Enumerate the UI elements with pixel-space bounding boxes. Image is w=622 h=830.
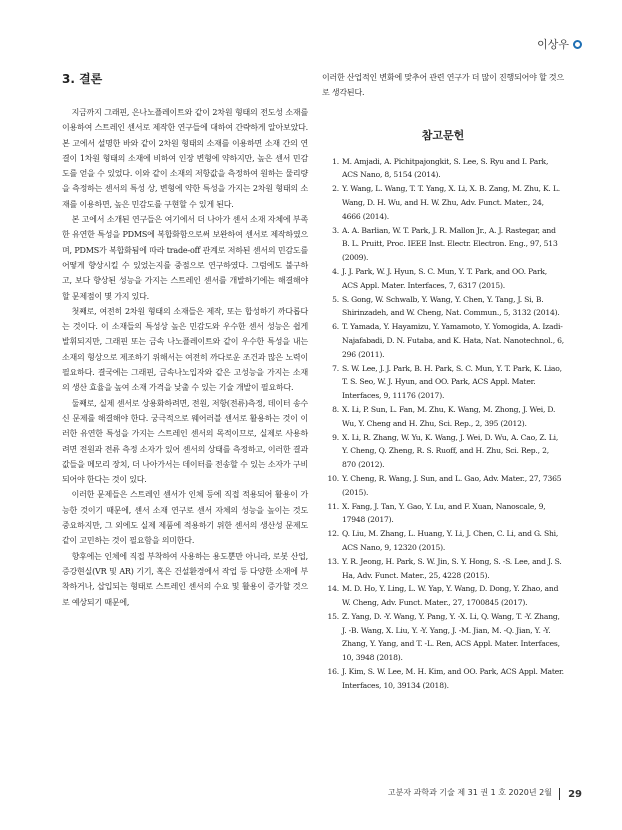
- page-header-author: [537, 36, 582, 52]
- reference-item: [322, 665, 564, 693]
- reference-number: 2.: [332, 184, 339, 194]
- reference-text: S. Gong, W. Schwalb, Y. Wang, Y. Chen, Y. Tang, J. Si, B. Shirinzadeh, and W. Cheng, Nat. Commun., 5, 3132 (2014).: [342, 294, 560, 318]
- author-name: 이상우: [537, 38, 569, 51]
- journal-info: 고분자 과학과 기술 제 31 권 1 호 2020년 2월: [387, 788, 552, 797]
- footer-divider: [559, 788, 560, 800]
- reference-item: [322, 362, 564, 403]
- reference-number: 8.: [332, 404, 339, 414]
- reference-text: Z. Yang, D. -Y. Wang, Y. Pang, Y. -X. Li, Q. Wang, T. -Y. Zhang, J. -B. Wang, X. Liu, Y. -Y. Yang, J. -M. Jian, M. -Q. Jian, Y. -Y. Zhang, Y. Yang, and T. -L. Ren, ACS Appl. Mater. Interfaces, 10, 3948 (2018).: [342, 611, 560, 663]
- paragraph: 향후에는 인체에 직접 부착하여 사용하는 용도뿐만 아니라, 로봇 산업, 증강현실(VR 및 AR) 기기, 혹은 건설환경에서 작업 등 다양한 소재에 부착하거나, 삽입되는 형태로 스트레인 센서의 수요 및 활용이 증가할 것으로 예상되기 때문에,: [62, 551, 308, 607]
- left-column: [62, 70, 308, 610]
- reference-text: Y. R. Jeong, H. Park, S. W. Jin, S. Y. Hong, S. -S. Lee, and J. S. Ha, Adv. Funct. Mater., 25, 4228 (2015).: [342, 556, 562, 580]
- reference-item: [322, 610, 564, 665]
- reference-item: [322, 403, 564, 431]
- reference-number: 13.: [327, 556, 339, 566]
- reference-text: X. Fang, J. Tan, Y. Gao, Y. Lu, and F. Xuan, Nanoscale, 9, 17948 (2017).: [342, 501, 546, 525]
- reference-number: 5.: [332, 294, 339, 304]
- references-title: 참고문헌: [421, 128, 465, 142]
- reference-text: J. J. Park, W. J. Hyun, S. C. Mun, Y. T. Park, and OO. Park, ACS Appl. Mater. Interfaces, 7, 6317 (2015).: [342, 266, 547, 290]
- paragraph: 첫째로, 여전히 2차원 형태의 소재들은 제작, 또는 합성하기 까다롭다는 것이다. 이 소재들의 특성상 높은 민감도와 우수한 센서 성능은 쉽게 발휘되지만, 그래핀 또는 금속 나노플레이트와 같이 우수한 특성을 내는 소재의 형상으로 제조하기 위해서는 여전히 까다로운 조건과 많은 노력이 필요하다. 결국에는 그래핀, 금속나노입자와 같은 고성능을 가지는 소재의 생산 효율을 높여 소재 가격을 낮출 수 있는 기술 개발이 필요하다.: [62, 306, 308, 393]
- reference-item: [322, 155, 564, 183]
- paragraph: 본 고에서 소개된 연구들은 여기에서 더 나아가 센서 소재 자체에 부족한 유연한 특성을 PDMS에 복합화함으로써 보완하여 센서로 제작하였으며, PDMS가 복합화됨에 따라 trade-off 관계로 저하된 센서의 민감도를 어떻게 향상시킬 수 있었는지를 중점으로 연구하였다. 그럼에도 불구하고, 보다 향상된 성능을 가지는 스트레인 센서를 개발하기에는 해결해야할 문제점이 몇 가지 있다.: [62, 215, 308, 301]
- reference-item: [322, 527, 564, 555]
- reference-text: X. Li, P. Sun, L. Fan, M. Zhu, K. Wang, M. Zhong, J. Wei, D. Wu, Y. Cheng and H. Zhu, Sci. Rep., 2, 395 (2012).: [342, 404, 556, 428]
- circle-bullet-icon: [573, 40, 582, 49]
- reference-number: 14.: [327, 584, 339, 594]
- reference-text: A. A. Barlian, W. T. Park, J. R. Mallon Jr., A. J. Rastegar, and B. L. Pruitt, Proc. IEEE Inst. Electr. Electron. Eng., 97, 513 (2009).: [342, 225, 558, 263]
- reference-item: [322, 472, 564, 500]
- reference-number: 10.: [327, 473, 339, 483]
- references-list: [322, 155, 564, 693]
- reference-number: 16.: [327, 667, 339, 677]
- reference-item: [322, 320, 564, 361]
- reference-item: [322, 182, 564, 223]
- reference-item: [322, 293, 564, 321]
- reference-number: 11.: [327, 501, 339, 511]
- reference-number: 15.: [327, 611, 339, 621]
- page-number: 29: [568, 789, 582, 800]
- reference-number: 3.: [332, 225, 339, 235]
- reference-text: X. Li, R. Zhang, W. Yu, K. Wang, J. Wei, D. Wu, A. Cao, Z. Li, Y. Cheng, Q. Zheng, R. S. Ruoff, and H. Zhu, Sci. Rep., 2, 870 (2012).: [342, 432, 559, 470]
- reference-text: M. D. Ho, Y. Ling, L. W. Yap, Y. Wang, D. Dong, Y. Zhao, and W. Cheng, Adv. Funct. Mater., 27, 1700845 (2017).: [342, 584, 559, 608]
- reference-item: [322, 431, 564, 472]
- paragraph: 둘째로, 실제 센서로 상용화하려면, 전원, 저항(전류)측정, 데이터 송수신 문제를 해결해야 한다. 궁극적으로 웨어러블 센서로 활용하는 것이 이러한 유연한 특성을 가지는 스트레인 센서의 목적이므로, 실제로 사용하려면 전원과 전류 측정 소자가 있어 센서의 상태를 측정하고, 이러한 결과 값들을 메모리 장치, 더 나아가서는 데이터를 전송할 수 있는 소자가 구비되어야 한다는 것이 있다.: [62, 398, 308, 485]
- paragraph: 지금까지 그래핀, 은나노플레이트와 같이 2차원 형태의 전도성 소재를 이용하여 스트레인 센서로 제작한 연구들에 대하여 간략하게 알아보았다. 본 고에서 설명한 바와 같이 2차원 형태의 소재를 이용하면 소재 간의 연결이 1차원 형태의 소재에 비하여 인장 변형에 약하지만, 높은 센서 민감도를 얻을 수 있었다. 이와 같이 소재의 저항값을 측정하여 원하는 물리량을 측정하는 센서의 특성 상, 변형에 약한 특성을 가지는 2차원 형태의 소재를 이용하면, 높은 민감도를 구현할 수 있게 된다.: [62, 108, 308, 209]
- reference-item: [322, 582, 564, 610]
- reference-number: 7.: [332, 363, 339, 373]
- reference-text: J. Kim, S. W. Lee, M. H. Kim, and OO. Park, ACS Appl. Mater. Interfaces, 10, 39134 (2018).: [342, 667, 564, 690]
- reference-text: M. Amjadi, A. Pichitpajongkit, S. Lee, S. Ryu and I. Park, ACS Nano, 8, 5154 (2014).: [342, 156, 549, 180]
- reference-number: 4.: [332, 266, 339, 276]
- reference-text: Q. Liu, M. Zhang, L. Huang, Y. Li, J. Chen, C. Li, and G. Shi, ACS Nano, 9, 12320 (2015).: [342, 529, 559, 552]
- reference-item: [322, 224, 564, 265]
- reference-item: [322, 265, 564, 293]
- reference-item: [322, 500, 564, 528]
- reference-number: 9.: [332, 432, 339, 442]
- paragraph-continuation: 이러한 산업적인 변화에 맞추어 관련 연구가 더 많이 진행되어야 할 것으로 생각된다.: [322, 73, 564, 98]
- paragraph: 이러한 문제들은 스트레인 센서가 인체 등에 직접 적용되어 활용이 가능한 것이기 때문에, 센서 소재 연구로 센서 자체의 성능을 높이는 것도 중요하지만, 그 외에도 실제 제품에 적용하기 위한 센서의 생산성 문제도 같이 고민하는 것이 필요함을 의미한다.: [62, 490, 308, 546]
- section-title: 3. 결론: [62, 72, 103, 86]
- reference-text: S. W. Lee, J. J. Park, B. H. Park, S. C. Mun, Y. T. Park, K. Liao, T. S. Seo, W. J. Hyun, and OO. Park, ACS Appl. Mater. Interfaces, 9, 11176 (2017).: [342, 363, 562, 401]
- reference-number: 6.: [332, 322, 339, 332]
- reference-text: T. Yamada, Y. Hayamizu, Y. Yamamoto, Y. Yomogida, A. Izadi-Najafabadi, D. N. Futaba, and K. Hata, Nat. Nanotechnol., 6, 296 (2011).: [342, 322, 564, 359]
- right-column: [322, 70, 564, 693]
- reference-number: 1.: [332, 156, 339, 166]
- reference-item: [322, 555, 564, 583]
- reference-text: Y. Wang, L. Wang, T. T. Yang, X. Li, X. B. Zang, M. Zhu, K. L. Wang, D. H. Wu, and H. W. Zhu, Adv. Funct. Mater., 24, 4666 (2014).: [342, 184, 560, 221]
- reference-number: 12.: [327, 529, 339, 539]
- reference-text: Y. Cheng, R. Wang, J. Sun, and L. Gao, Adv. Mater., 27, 7365 (2015).: [342, 473, 562, 497]
